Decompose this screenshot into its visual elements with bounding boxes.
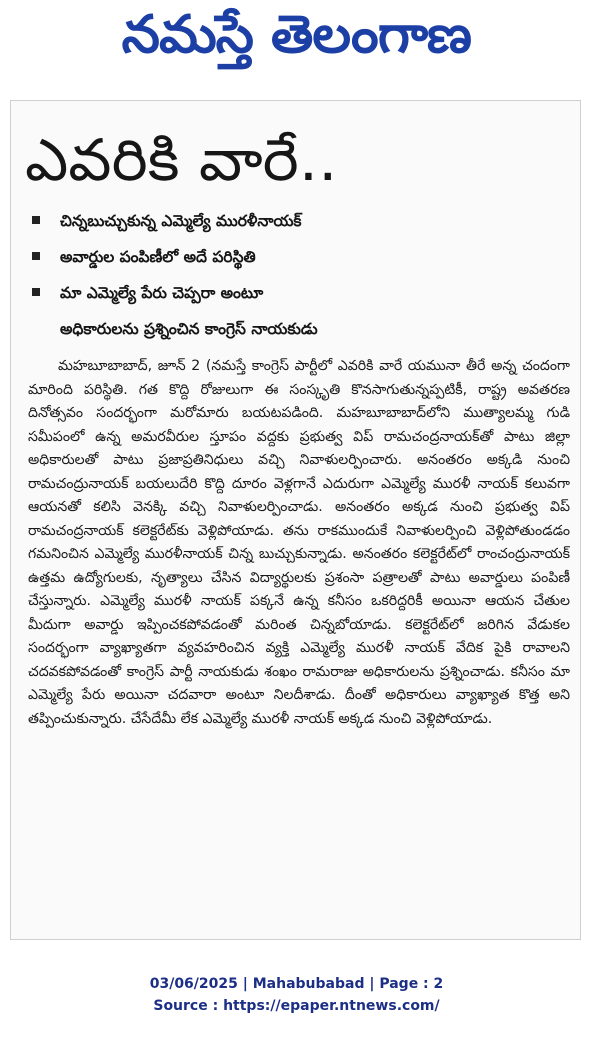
square-bullet-icon <box>32 252 40 260</box>
article-headline: ఎవరికి వారే.. <box>25 126 338 194</box>
square-bullet-icon <box>32 288 40 296</box>
subhead-item-continued <box>30 312 575 348</box>
subhead-text: అధికారులను ప్రశ్నించిన కాంగ్రెస్ నాయకుడు <box>60 320 318 338</box>
article-body: మహబూబాబాద్, జూన్ 2 (నమస్తే కాంగ్రెస్ పార్టీలో ఎవరికి వారే యమునా తీరే అన్న చందంగా మారింది పరిస్థితి. గత కొద్ది రోజులుగా ఈ సంస్కృతి కొనసాగుతున్నప్పటికీ, రాష్ట్ర అవతరణ దినోత్సవం సందర్భంగా మరోమారు బయటపడింది. మహబూబాబాద్‌లోని ముత్యాలమ్మ గుడి సమీపంలో ఉన్న అమరవీరుల స్తూపం వద్దకు ప్రభుత్వ విప్ రామచంద్రనాయక్‌తో పాటు జిల్లా అధికారులతో పాటు ప్రజాప్రతినిధులు వచ్చి నివాళులర్పించారు. అనంతరం అక్కడి నుంచి రామచంద్రునాయక్ బయలుదేరి కొద్ది దూరం వెళ్లగానే ఎదురుగా ఎమ్మెల్యే మురళీ నాయక్ కలువగా ఆయనతో కలిసి వెనక్కి వచ్చి నివాళులర్పించాడు. అనంతరం అక్కడ నుంచి ప్రభుత్వ విప్ రామచంద్రనాయక్ కలెక్టరేట్‌కు వెళ్లిపోయాడు. తను రాకముందుకే నివాళులర్పించి వెళ్లిపోతుండడం గమనించిన ఎమ్మెల్యే మురళీనాయక్ చిన్న బుచ్చుకున్నాడు. అనంతరం కలెక్టరేట్‌లో రాంచంద్రునాయక్ ఉత్తమ ఉద్యోగులకు, నృత్యాలు చేసిన విద్యార్థులకు ప్రశంసా పత్రాలతో పాటు అవార్డులు పంపిణీ చేస్తున్నారు. ఎమ్మెల్యే మురళీ నాయక్ పక్కనే ఉన్న కనీసం ఒకరిద్దరికీ అయినా ఆయన చేతుల మీదుగా అవార్డు ఇప్పించకపోవడంతో మరింత చిన్నబోయాడు. కలెక్టరేట్‌లో జరిగిన వేడుకల సందర్భంగా వ్యాఖ్యాతగా వ్యవహరించిన వ్యక్తి ఎమ్మెల్యే మురళీ నాయక్ వేదిక పైకి రావాలని చదవకపోవడంతో కాంగ్రెస్ పార్టీ నాయకుడు శంఖం రామరాజు అధికారులను ప్రశ్నించాడు. కనీసం మా ఎమ్మెల్యే పేరు అయినా చదవారా అంటూ నిలదీశాడు. దీంతో అధికారులు వ్యాఖ్యాత కొత్త అని తప్పించుకున్నారు. చేసేదేమీ లేక ఎమ్మెల్యే మురళీ నాయక్ అక్కడ నుంచి వెళ్లిపోయాడు. <box>28 358 570 727</box>
page-footer <box>0 973 593 1017</box>
subhead-text: చిన్నబుచ్చుకున్న ఎమ్మెల్యే మురళీనాయక్ <box>60 212 302 230</box>
subhead-text: అవార్డుల పంపిణీలో అదే పరిస్థితి <box>60 248 256 266</box>
source-link[interactable]: Source : https://epaper.ntnews.com/ <box>153 998 440 1014</box>
article-subheads <box>30 204 575 348</box>
edition-info: 03/06/2025 | Mahabubabad | Page : 2 <box>149 976 444 992</box>
square-bullet-icon <box>32 216 40 224</box>
newspaper-logo: నమస్తే తెలంగాణ <box>121 4 472 65</box>
subhead-item <box>30 204 575 240</box>
subhead-text: మా ఎమ్మెల్యే పేరు చెప్పరా అంటూ <box>60 284 264 302</box>
masthead <box>0 0 593 82</box>
subhead-item <box>30 276 575 312</box>
subhead-item <box>30 240 575 276</box>
